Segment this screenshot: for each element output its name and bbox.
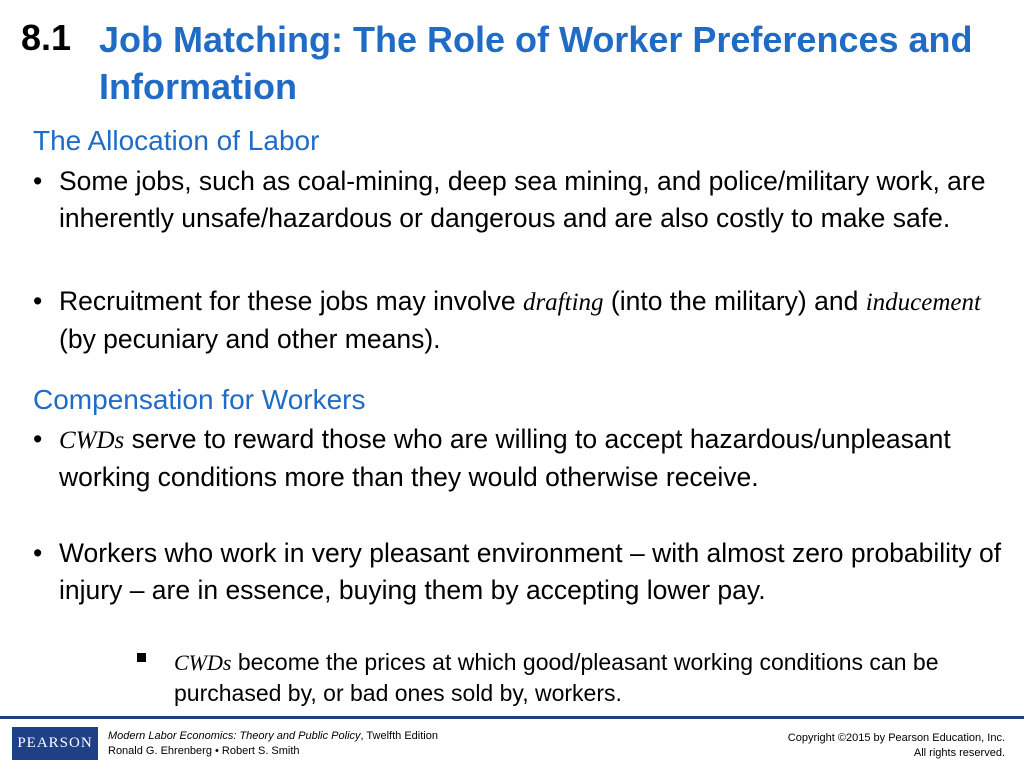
rights-text: All rights reserved. [913, 747, 1005, 759]
term-cwds: CWDs [59, 427, 125, 454]
pearson-logo: PEARSON [12, 727, 98, 760]
copyright-text: Copyright ©2015 by Pearson Education, Inc. [787, 732, 1005, 744]
section-heading-compensation: Compensation for Workers [33, 384, 366, 415]
bullet-mark: • [33, 424, 43, 454]
bullet-text [59, 283, 1008, 358]
term-drafting: drafting [522, 289, 604, 316]
bullet-hazardous-jobs [33, 163, 1008, 237]
book-title: Modern Labor Economics: Theory and Public Policy [108, 730, 361, 742]
bullet-text-part: serve to reward those who are willing to accept hazardous/unpleasant working conditions more than they would otherwise receive. [59, 424, 951, 492]
bullet-text-part: (into the military) and [603, 286, 866, 316]
bullet-pleasant-environment [33, 535, 1008, 609]
term-inducement: inducement [865, 289, 981, 316]
bullet-mark: • [33, 538, 43, 568]
footer-book-info [108, 729, 438, 759]
bullet-text-part: Recruitment for these jobs may involve [59, 286, 523, 316]
section-number: 8.1 [21, 17, 72, 58]
sub-bullet-text-part: become the prices at which good/pleasant working conditions can be purchased by, or bad ones sold by, workers. [174, 649, 939, 706]
book-authors: Ronald G. Ehrenberg • Robert S. Smith [108, 745, 300, 757]
sub-bullet-cwds-prices [137, 647, 1007, 709]
square-bullet-icon [137, 653, 146, 662]
sub-bullet-text [174, 647, 1007, 709]
bullet-cwds-reward [33, 421, 1008, 496]
footer-copyright [788, 731, 1005, 761]
book-edition: , Twelfth Edition [360, 730, 438, 742]
slide-title: Job Matching: The Role of Worker Preferences and Information [99, 19, 973, 107]
footer-divider [0, 716, 1024, 719]
section-heading-allocation: The Allocation of Labor [33, 125, 320, 156]
bullet-mark: • [33, 286, 43, 316]
bullet-mark: • [33, 166, 43, 196]
footer-book-line [108, 729, 438, 744]
term-cwds: CWDs [174, 650, 232, 675]
bullet-recruitment [33, 283, 1008, 358]
bullet-text: Workers who work in very pleasant environment – with almost zero probability of injury – are in essence, buying them by accepting lower pay. [59, 538, 1002, 605]
bullet-text-part: (by pecuniary and other means). [59, 324, 441, 354]
bullet-text [59, 421, 1008, 496]
bullet-text: Some jobs, such as coal-mining, deep sea mining, and police/military work, are inherently unsafe/hazardous or dangerous and are also costly to make safe. [59, 166, 986, 233]
